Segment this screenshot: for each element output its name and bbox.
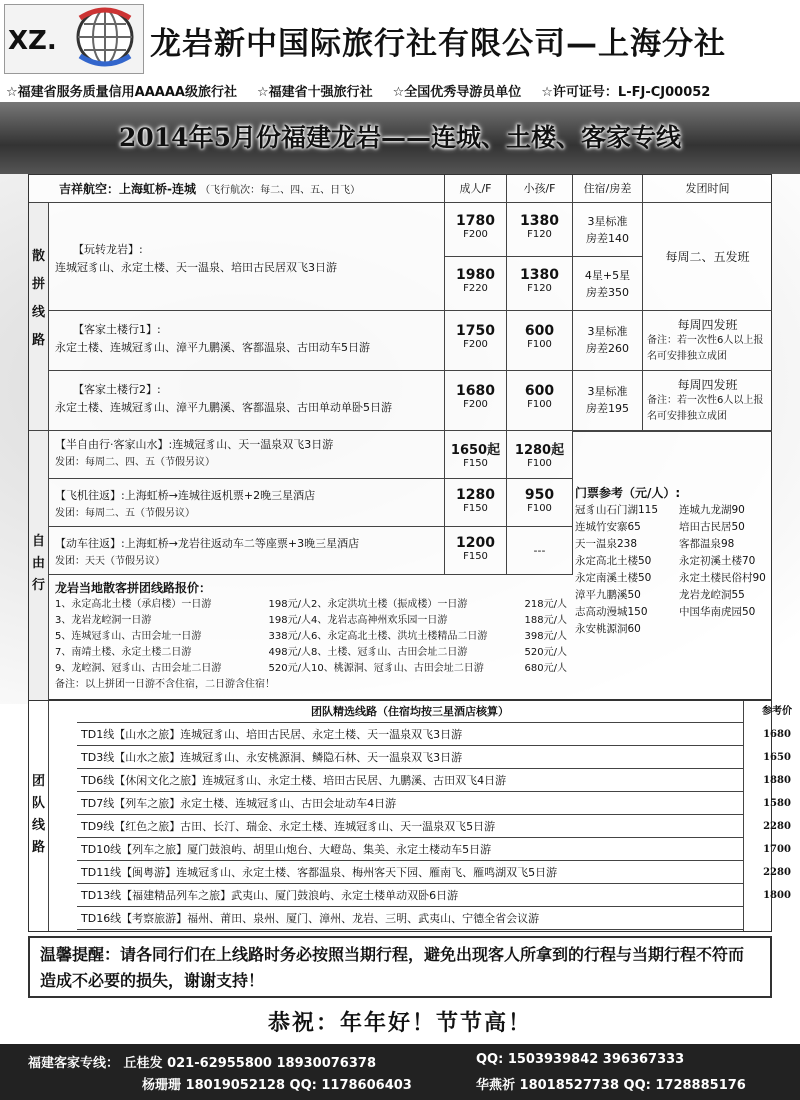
- local-title: 龙岩当地散客拼团线路报价：: [55, 581, 212, 595]
- local-price: 520元/人: [268, 663, 311, 674]
- local-route: 6、永定高北土楼、洪坑土楼精品二日游: [311, 631, 488, 642]
- local-route: 10、桃源洞、冠豸山、古田会址二日游: [311, 663, 484, 674]
- group-price: 1580: [763, 798, 791, 809]
- col-date: 发团时间: [643, 175, 772, 203]
- z2-child: [507, 479, 573, 527]
- ticket-item: 漳平九鹏溪50: [575, 589, 641, 601]
- local-route: 9、龙崆洞、冠豸山、古田会址二日游: [55, 663, 222, 674]
- local-route: 4、龙岩志高神州欢乐园一日游: [311, 615, 448, 626]
- route-2-title: 【客家土楼行1】:: [73, 323, 161, 336]
- route-1-desc: 连城冠豸山、永定土楼、天一温泉、培田古民居双飞3日游: [55, 261, 337, 274]
- r1b-child-price: 1380: [520, 267, 559, 283]
- local-tours: [49, 575, 573, 701]
- route-3-title: 【客家土楼行2】:: [73, 383, 161, 396]
- route-3: [49, 371, 445, 431]
- route-1: [49, 203, 445, 311]
- z1-adult-price: 1650起: [450, 443, 501, 458]
- group-price: 1650: [763, 752, 791, 763]
- r2-adult-price: 1750: [456, 323, 495, 339]
- z2-child-price: 950: [524, 487, 555, 503]
- group-route: TD1线【山水之旅】连城冠豸山、培田古民居、永定土楼、天一温泉双飞3日游: [81, 728, 463, 741]
- z1-child: [507, 431, 573, 479]
- airline-note: （飞行航次：每二、四、五、日飞）: [200, 185, 361, 196]
- r1a-adult: [445, 203, 507, 257]
- group-route: TD7线【列车之旅】永定土楼、连城冠豸山、古田会址动车4日游: [81, 797, 397, 810]
- ticket-item: [679, 621, 772, 638]
- group-row: [77, 723, 791, 746]
- group-row: [77, 746, 791, 769]
- group-route: TD11线【闽粤游】连城冠豸山、永定土楼、客都温泉、梅州客天下园、雁南飞、雁鸣湖双飞5日游: [81, 866, 558, 879]
- side-zyx: [29, 431, 49, 701]
- zyx-1-title: 【半自由行·客家山水】:连城冠豸山、天一温泉双飞3日游: [55, 438, 334, 451]
- z1-child-price: 1280起: [514, 443, 565, 458]
- globe-logo-icon: [74, 6, 136, 68]
- group-route: TD13线【福建精品列车之旅】武夷山、厦门鼓浪屿、永定土楼单动双卧6日游: [81, 889, 459, 902]
- ticket-item: 冠豸山石门湖115: [575, 504, 659, 516]
- airline-label: 吉祥航空：上海虹桥-连城: [59, 182, 196, 196]
- ticket-item: 连城竹安寨65: [575, 521, 641, 533]
- ticket-item: 永定高北土楼50: [575, 555, 652, 567]
- warning-label: 温馨提醒：: [40, 945, 121, 964]
- zyx-3-sub: 发团：天天（节假另议）: [55, 556, 165, 567]
- group-route: TD9线【红色之旅】古田、长汀、瑞金、永定土楼、连城冠豸山、天一温泉双飞5日游: [81, 820, 496, 833]
- local-route: 7、南靖土楼、永定土楼二日游: [55, 647, 192, 658]
- z3-adult: [445, 527, 507, 575]
- local-route: 3、龙岩龙崆洞一日游: [55, 615, 152, 626]
- z2-adult: [445, 479, 507, 527]
- local-price: 188元/人: [524, 615, 567, 626]
- footer-label: 福建客家专线：: [28, 1056, 120, 1071]
- ticket-box: [573, 431, 772, 701]
- group-route: TD16线【考察旅游】福州、莆田、泉州、厦门、漳州、龙岩、三明、武夷山、宁德全省会议游: [81, 912, 540, 925]
- group-price: 2280: [763, 821, 791, 832]
- z3-adult-price: 1200: [456, 535, 495, 551]
- group-title: 团队精选线路（住宿均按三星酒店核算）: [311, 705, 509, 718]
- r1a-adult-price: 1780: [456, 213, 495, 229]
- ticket-item: 中国华南虎园50: [679, 606, 756, 618]
- ticket-item: 志高动漫城150: [575, 606, 648, 618]
- local-price: 338元/人: [268, 631, 311, 642]
- side-sanpin-label: 散拼线路: [31, 249, 45, 348]
- group-row: [77, 884, 791, 907]
- zyx-2-title: 【飞机往返】:上海虹桥→连城往返机票+2晚三星酒店: [55, 489, 316, 502]
- r2-adult-f: F200: [463, 339, 488, 350]
- price-table: [28, 174, 772, 700]
- local-price: 498元/人: [268, 647, 311, 658]
- qual-2: ☆福建省十强旅行社: [256, 84, 373, 100]
- zyx-3: [49, 527, 445, 575]
- warning-text: 请各同行们在上线路时务必按照当期行程，避免出现客人所拿到的行程与当期行程不符而造成不必要的损失，谢谢支持！: [40, 945, 745, 990]
- price-divider: [743, 701, 744, 931]
- r1a-child-f: F120: [527, 229, 552, 240]
- r1b-room: [573, 257, 643, 311]
- r1b-room-2: 房差350: [586, 286, 629, 299]
- local-note: 备注：以上拼团一日游不含住宿，二日游含住宿！: [55, 679, 275, 690]
- r2-room: [573, 311, 643, 371]
- r3-adult: [445, 371, 507, 431]
- r1a-room-1: 3星标准: [587, 215, 628, 228]
- r1a-adult-f: F200: [463, 229, 488, 240]
- group-price: 2280: [763, 867, 791, 878]
- z2-adult-price: 1280: [456, 487, 495, 503]
- ticket-item: 永定初溪土楼70: [679, 555, 756, 567]
- group-ref-label: 参考价: [762, 706, 792, 717]
- r1b-adult: [445, 257, 507, 311]
- qual-1: ☆福建省服务质量信用AAAAA级旅行社: [6, 84, 237, 100]
- greeting: 恭祝：年年好！节节高！: [267, 1011, 532, 1036]
- zyx-2: [49, 479, 445, 527]
- footer-qq-1: QQ: 1503939842 396367333: [476, 1052, 685, 1067]
- local-price: 680元/人: [524, 663, 567, 674]
- r1a-room-2: 房差140: [586, 232, 629, 245]
- side-td-label: 团队线路: [31, 774, 45, 855]
- z2-child-f: F100: [527, 503, 552, 514]
- r3-date-2: 备注：若一次性6人以上报名可安排独立成团: [647, 395, 764, 422]
- r3-child-f: F100: [527, 399, 552, 410]
- z3-child: ---: [507, 527, 573, 575]
- col-room: 住宿/房差: [573, 175, 643, 203]
- r2-date: [643, 311, 772, 371]
- footer-contact-3: 华燕祈 18018527738 QQ: 1728885176: [476, 1078, 746, 1093]
- group-row: [77, 792, 791, 815]
- footer-contact-2: 杨珊珊 18019052128 QQ: 1178606403: [142, 1078, 412, 1093]
- side-sanpin: [29, 203, 49, 431]
- r3-room-2: 房差195: [586, 402, 629, 415]
- z3-adult-f: F150: [463, 551, 488, 562]
- group-row: [77, 769, 791, 792]
- footer-contact-1: 丘桂发 021-62955800 18930076378: [123, 1056, 376, 1071]
- r3-date-1: 每周四发班: [677, 378, 738, 392]
- local-price: 398元/人: [524, 631, 567, 642]
- ticket-item: 天一温泉238: [575, 538, 638, 550]
- r1b-adult-price: 1980: [456, 267, 495, 283]
- group-price: 1800: [763, 890, 791, 901]
- group-route: TD10线【列车之旅】厦门鼓浪屿、胡里山炮台、大嶝岛、集美、永定土楼动车5日游: [81, 843, 492, 856]
- r1b-child: [507, 257, 573, 311]
- side-td: [29, 701, 49, 931]
- group-row: [77, 861, 791, 884]
- footer: [0, 1044, 800, 1100]
- logo-text: XZ.: [8, 26, 57, 56]
- r2-child-price: 600: [524, 323, 555, 339]
- r2-date-1: 每周四发班: [677, 318, 738, 332]
- group-row: [77, 838, 791, 861]
- local-route: 2、永定洪坑土楼（振成楼）一日游: [311, 599, 468, 610]
- local-price: 218元/人: [524, 599, 567, 610]
- local-route: 8、土楼、冠豸山、古田会址二日游: [311, 647, 468, 658]
- r3-adult-price: 1680: [456, 383, 495, 399]
- banner-title: 2014年5月份福建龙岩——连城、土楼、客家专线: [119, 123, 681, 152]
- r3-room-1: 3星标准: [587, 385, 628, 398]
- z2-adult-f: F150: [463, 503, 488, 514]
- ticket-item: 客都温泉98: [679, 538, 735, 550]
- r3-adult-f: F200: [463, 399, 488, 410]
- ticket-title: 门票参考（元/人）:: [575, 486, 681, 500]
- local-price: 198元/人: [268, 615, 311, 626]
- qual-3: ☆全国优秀导游员单位: [392, 84, 522, 100]
- r2-child-f: F100: [527, 339, 552, 350]
- group-price: 1880: [763, 775, 791, 786]
- route-1-title: 【玩转龙岩】:: [73, 243, 143, 256]
- r1a-child: [507, 203, 573, 257]
- r1b-child-f: F120: [527, 283, 552, 294]
- ticket-item: 永定土楼民俗村90: [679, 572, 766, 584]
- qualifications-bar: [0, 78, 800, 102]
- z1-adult-f: F150: [463, 458, 488, 469]
- r3-child-price: 600: [524, 383, 555, 399]
- group-route: TD3线【山水之旅】连城冠豸山、永安桃源洞、鳞隐石林、天一温泉双飞3日游: [81, 751, 463, 764]
- zyx-1-sub: 发团：每周二、四、五（节假另议）: [55, 457, 215, 468]
- z1-adult: [445, 431, 507, 479]
- r1a-child-price: 1380: [520, 213, 559, 229]
- col-child: 小孩/F: [507, 175, 573, 203]
- route-2: [49, 311, 445, 371]
- r3-room: [573, 371, 643, 431]
- r1b-adult-f: F220: [463, 283, 488, 294]
- col-adult: 成人/F: [445, 175, 507, 203]
- group-header: [77, 701, 792, 723]
- qual-4: ☆许可证号：L-FJ-CJ00052: [541, 84, 711, 100]
- ticket-item: 龙岩龙崆洞55: [679, 589, 745, 601]
- local-price: 198元/人: [268, 599, 311, 610]
- local-route: 5、连城冠豸山、古田会址一日游: [55, 631, 202, 642]
- r1b-room-1: 4星+5星: [584, 269, 631, 282]
- r2-child: [507, 311, 573, 371]
- r2-room-1: 3星标准: [587, 325, 628, 338]
- local-list: [55, 597, 569, 677]
- r1a-room: [573, 203, 643, 257]
- r1-date: 每周二、五发班: [643, 203, 772, 311]
- group-price: 1700: [763, 844, 791, 855]
- r2-adult: [445, 311, 507, 371]
- airline-header: [29, 175, 445, 203]
- zyx-2-sub: 发团：每周二、五（节假另议）: [55, 508, 195, 519]
- ticket-item: 永定南溪土楼50: [575, 572, 652, 584]
- route-2-desc: 永定土楼、连城冠豸山、漳平九鹏溪、客都温泉、古田动车5日游: [55, 341, 370, 354]
- side-zyx-label: 自由行: [31, 534, 45, 593]
- zyx-3-title: 【动车往返】:上海虹桥→龙岩往返动车二等座票+3晚三星酒店: [55, 537, 360, 550]
- group-route: TD6线【休闲文化之旅】连城冠豸山、永定土楼、培田古民居、九鹏溪、古田双飞4日游: [81, 774, 507, 787]
- zyx-1: [49, 431, 445, 479]
- local-route: 1、永定高北土楼（承启楼）一日游: [55, 599, 212, 610]
- r2-room-2: 房差260: [586, 342, 629, 355]
- r2-date-2: 备注：若一次性6人以上报名可安排独立成团: [647, 335, 764, 362]
- local-price: 520元/人: [524, 647, 567, 658]
- group-price: 1680: [763, 729, 791, 740]
- company-name: 龙岩新中国际旅行社有限公司—上海分社: [150, 26, 726, 62]
- footer-line-1: [28, 1052, 376, 1071]
- z1-child-f: F100: [527, 458, 552, 469]
- r3-child: [507, 371, 573, 431]
- group-row: [77, 815, 791, 838]
- warning-box: [28, 936, 772, 998]
- group-row: [77, 907, 743, 930]
- ticket-item: 培田古民居50: [679, 521, 745, 533]
- ticket-item: 永安桃源洞60: [575, 623, 641, 635]
- ticket-list: [575, 502, 772, 638]
- r3-date: [643, 371, 772, 431]
- route-3-desc: 永定土楼、连城冠豸山、漳平九鹏溪、客都温泉、古田单动单卧5日游: [55, 401, 392, 414]
- ticket-item: 连城九龙湖90: [679, 504, 745, 516]
- group-table: [28, 700, 792, 932]
